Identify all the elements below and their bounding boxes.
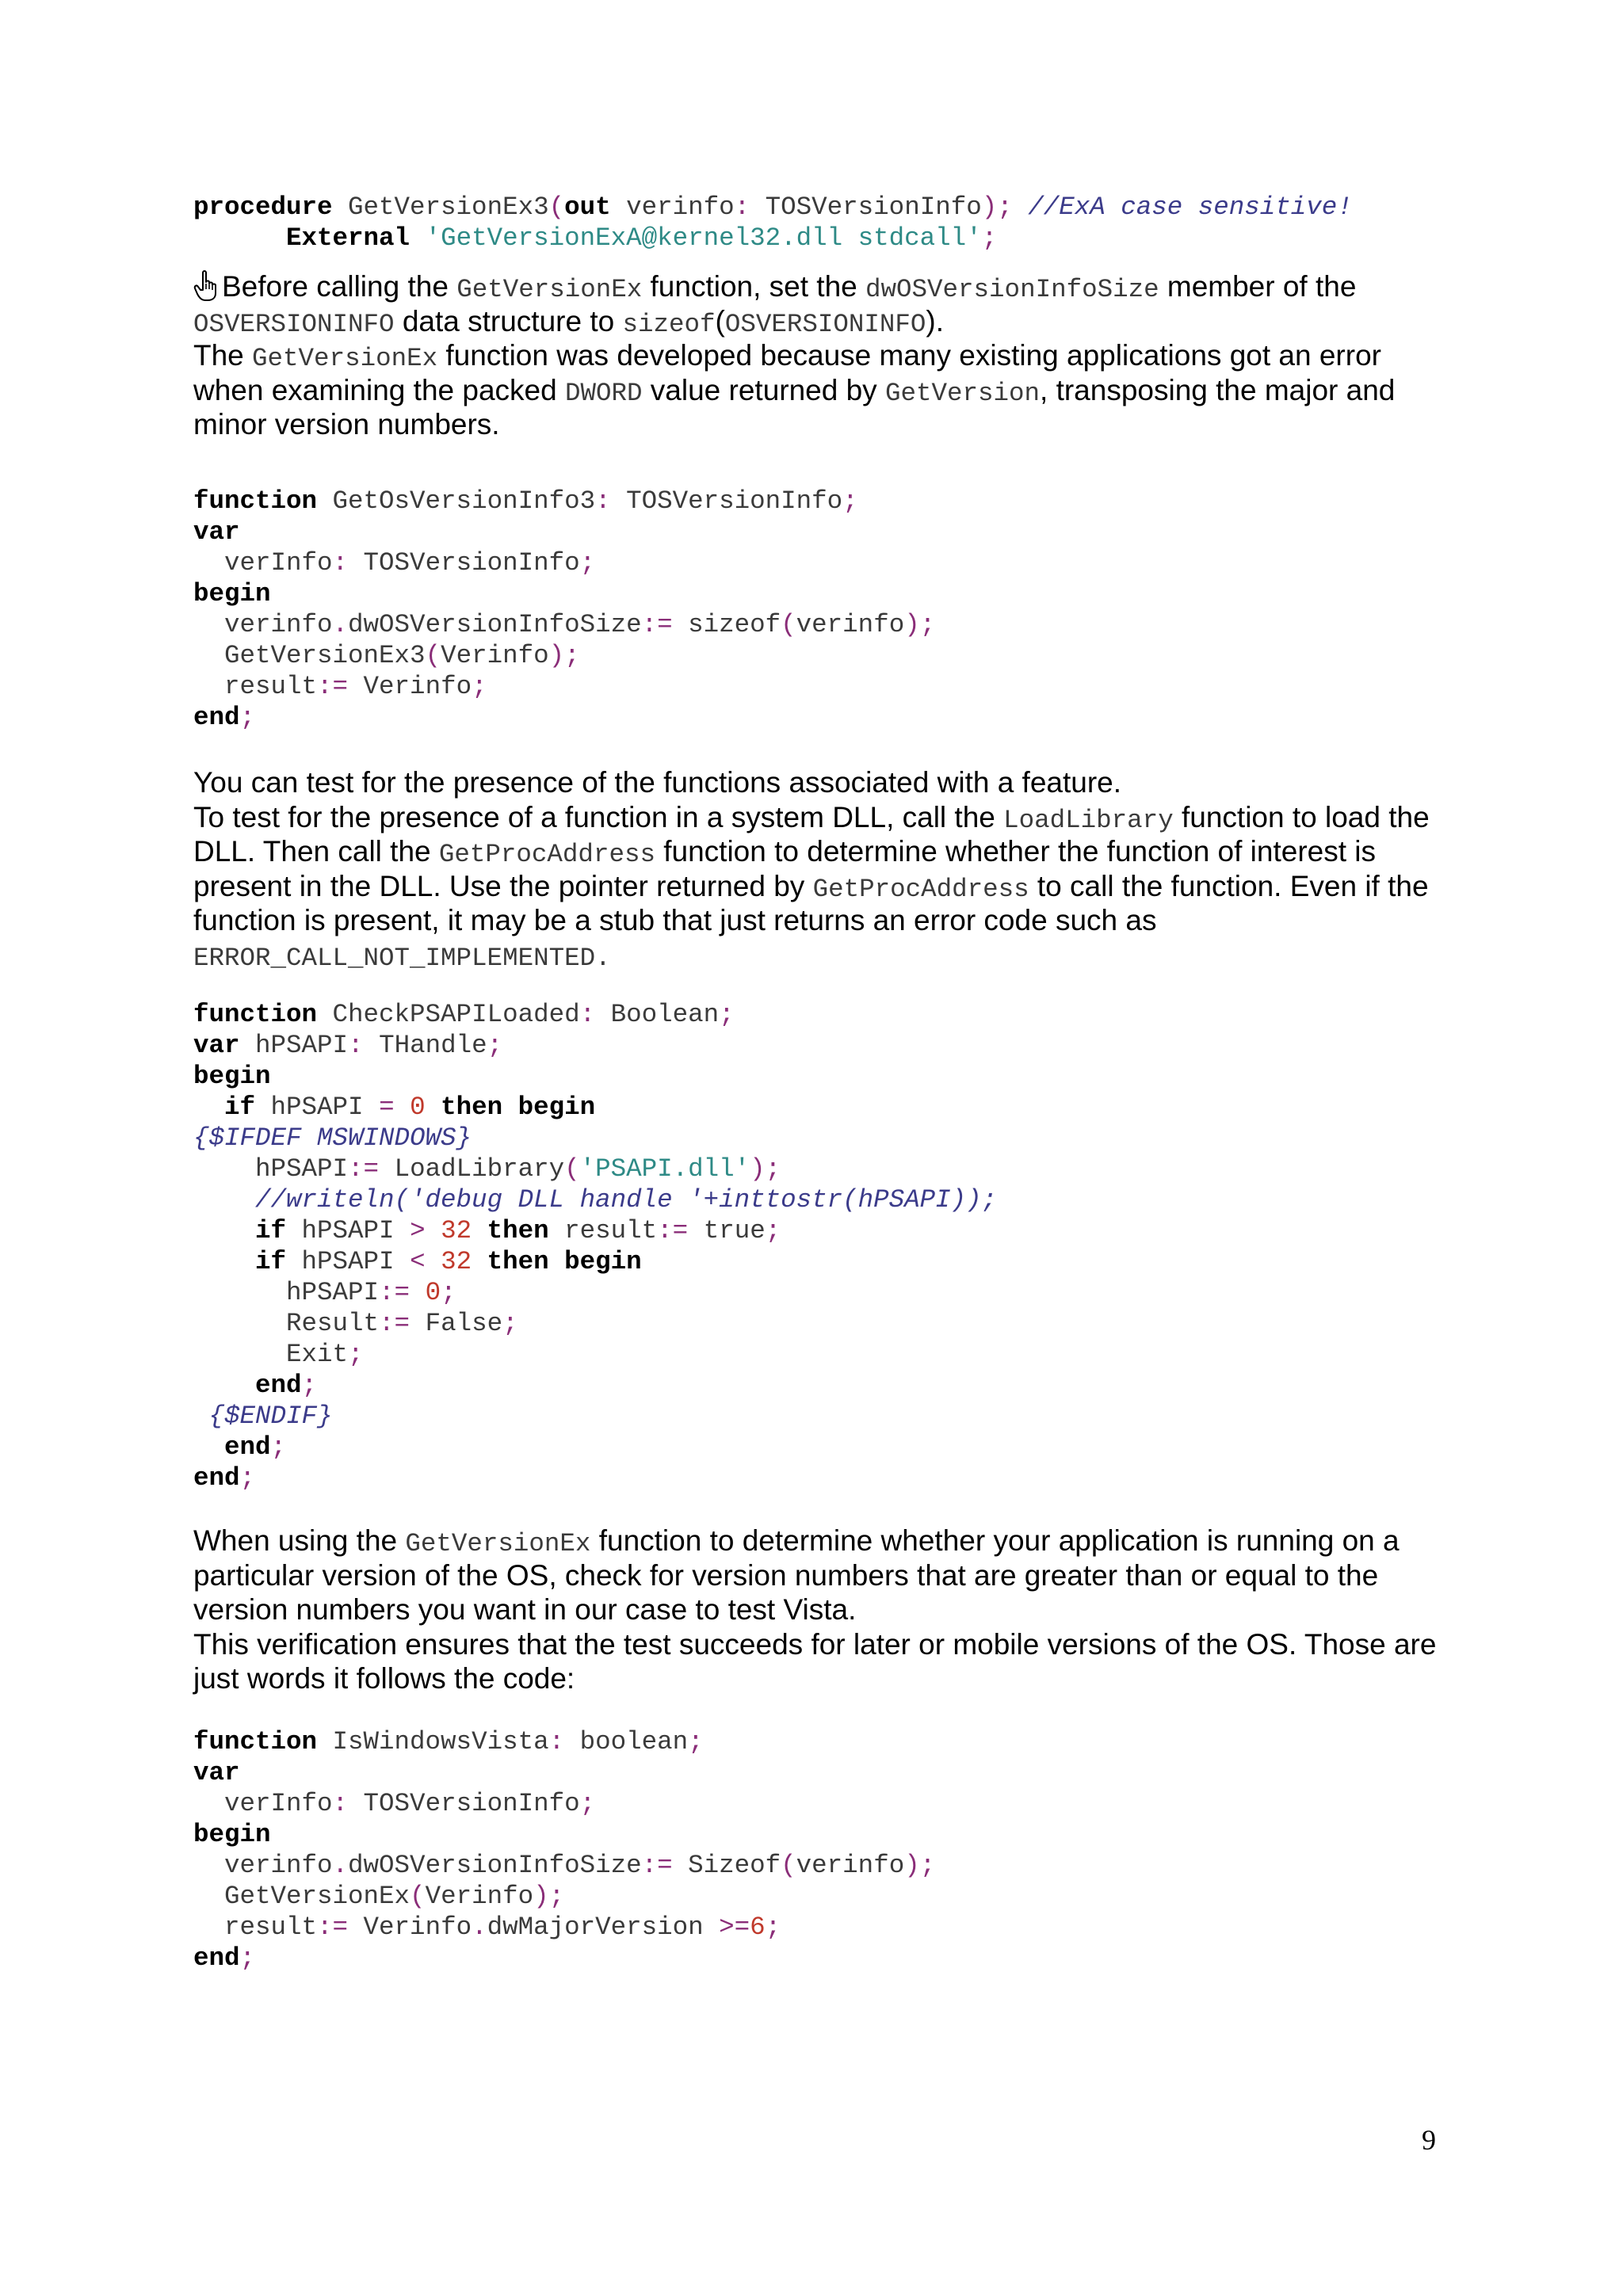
code-punctuation: := [348, 1154, 380, 1184]
code-identifier: False [410, 1309, 503, 1338]
text-run: ( [715, 304, 725, 338]
code-line [193, 1154, 997, 1184]
paragraph-version-check [193, 1524, 1438, 1696]
text-line [193, 1627, 1438, 1662]
text-run: to call the function. Even if the [1029, 869, 1429, 902]
text-run: when examining the packed [193, 373, 565, 406]
code-line [193, 1788, 935, 1819]
code-identifier: verinfo [193, 1851, 333, 1880]
text-line [193, 1524, 1438, 1558]
code-line [193, 1881, 935, 1912]
code-identifier: THandle [363, 1031, 487, 1060]
text-line [193, 869, 1438, 904]
code-identifier: result [193, 1913, 318, 1942]
text-line [193, 765, 1438, 800]
code-space [502, 1093, 518, 1122]
code-line [193, 1757, 935, 1788]
code-punctuation: ( [410, 1882, 426, 1911]
code-indent [193, 1247, 255, 1276]
code-space [426, 1216, 441, 1245]
code-punctuation: ( [781, 1851, 796, 1880]
code-identifier: TOSVersionInfo [348, 548, 580, 578]
code-block-getosversioninfo3 [193, 486, 935, 733]
code-number: 32 [441, 1247, 472, 1276]
code-line [193, 999, 997, 1030]
code-punctuation: := [379, 1278, 411, 1307]
code-keyword: begin [564, 1247, 642, 1276]
code-string: 'PSAPI.dll' [579, 1154, 750, 1184]
code-line [193, 1463, 997, 1493]
code-punctuation: ; [239, 1943, 256, 1973]
code-punctuation: : [332, 1789, 349, 1818]
code-indent [193, 1185, 255, 1215]
code-line [193, 192, 1353, 223]
code-line [193, 1943, 935, 1974]
code-identifier: LoadLibrary [379, 1154, 565, 1184]
code-identifier: Result [193, 1309, 380, 1338]
page-number: 9 [1422, 2124, 1436, 2156]
code-line [193, 1912, 935, 1943]
text-line [193, 269, 1438, 304]
code-punctuation: ; [441, 1278, 456, 1307]
code-identifier: Verinfo [425, 1882, 534, 1911]
code-punctuation: ; [239, 703, 256, 732]
code-punctuation: ; [502, 1309, 518, 1338]
text-run: function is present, it may be a stub that just returns an error code such as [193, 904, 1157, 936]
text-line [193, 903, 1438, 938]
text-line [193, 800, 1438, 835]
code-punctuation: . [332, 610, 349, 639]
code-punctuation: > [410, 1216, 426, 1245]
code-punctuation: := [641, 610, 673, 639]
inline-code: GetProcAddress [812, 874, 1029, 904]
text-run: particular version of the OS, check for version numbers that are greater than or equal to the [193, 1558, 1379, 1592]
text-run: The [193, 339, 253, 372]
inline-code: sizeof [622, 309, 716, 339]
code-space [410, 223, 426, 253]
code-comment: //writeln('debug DLL handle '+inttostr(hPSAPI)); [255, 1185, 998, 1215]
code-identifier: hPSAPI [239, 1031, 349, 1060]
code-indent [193, 1371, 255, 1400]
code-identifier: TOSVersionInfo [610, 486, 843, 516]
code-identifier: verinfo [796, 610, 905, 639]
code-space [410, 1278, 426, 1307]
code-indent [193, 223, 286, 253]
code-identifier: Verinfo [441, 641, 549, 670]
text-run: version numbers you want in our case to test Vista. [193, 1593, 857, 1626]
code-punctuation: := [317, 1913, 349, 1942]
code-identifier: TOSVersionInfo [750, 193, 982, 222]
code-keyword: if [255, 1216, 287, 1245]
code-indent [193, 1216, 255, 1245]
code-identifier: result [548, 1216, 658, 1245]
inline-code: . [595, 943, 611, 973]
code-identifier: GetOsVersionInfo3 [317, 486, 596, 516]
code-line [193, 1432, 997, 1463]
code-directive: {$IFDEF MSWINDOWS} [193, 1123, 472, 1153]
code-line [193, 1819, 935, 1850]
inline-code: DWORD [564, 378, 643, 408]
code-punctuation: ; [270, 1432, 287, 1462]
code-punctuation: ; [719, 1000, 735, 1029]
code-punctuation: . [332, 1851, 349, 1880]
text-run: just words it follows the code: [193, 1662, 575, 1695]
text-run: This verification ensures that the test succeeds for later or mobile versions of the OS. Those are [193, 1627, 1437, 1661]
text-line [193, 834, 1438, 869]
code-identifier: hPSAPI [255, 1093, 380, 1122]
inline-code: GetVersionEx [405, 1529, 591, 1558]
code-identifier: TOSVersionInfo [348, 1789, 580, 1818]
code-punctuation: ); [904, 1851, 936, 1880]
code-keyword: then [441, 1093, 503, 1122]
code-line [193, 547, 935, 578]
code-punctuation: : [595, 486, 611, 516]
code-line [193, 671, 935, 702]
code-line [193, 1308, 997, 1339]
text-line [193, 1558, 1438, 1593]
code-space [472, 1247, 487, 1276]
code-comment: //ExA case sensitive! [1012, 193, 1353, 222]
code-identifier: hPSAPI [286, 1247, 411, 1276]
inline-code: GetVersionEx [252, 344, 438, 373]
code-line [193, 1123, 997, 1154]
code-keyword: begin [193, 1820, 271, 1849]
code-punctuation: ); [533, 1882, 565, 1911]
text-run: You can test for the presence of the functions associated with a feature. [193, 766, 1122, 799]
code-space [426, 1247, 441, 1276]
code-punctuation: : [579, 1000, 596, 1029]
code-line [193, 517, 935, 547]
text-line [193, 1592, 1438, 1627]
text-run: function, set the [642, 270, 866, 303]
code-identifier: hPSAPI [193, 1278, 380, 1307]
text-run: When using the [193, 1524, 406, 1557]
code-line [193, 1401, 997, 1432]
code-line [193, 609, 935, 640]
code-line [193, 640, 935, 671]
code-keyword: end [193, 1463, 240, 1493]
code-keyword: end [193, 1943, 240, 1973]
paragraph-function-presence [193, 765, 1438, 972]
code-number: 32 [441, 1216, 472, 1245]
code-punctuation: . [472, 1913, 487, 1942]
code-punctuation: : [332, 548, 349, 578]
code-punctuation: = [379, 1093, 395, 1122]
inline-code: GetVersion [884, 378, 1041, 408]
code-indent [193, 1432, 224, 1462]
code-identifier: boolean [564, 1727, 689, 1756]
code-number: 0 [410, 1093, 426, 1122]
code-punctuation: ; [688, 1727, 704, 1756]
text-run: member of the [1159, 270, 1357, 303]
code-punctuation: : [734, 193, 750, 222]
code-line [193, 578, 935, 609]
code-punctuation: ; [239, 1463, 256, 1493]
code-line [193, 1184, 997, 1215]
code-identifier: verInfo [193, 548, 333, 578]
text-run: To test for the presence of a function in a system DLL, call the [193, 800, 1004, 833]
code-keyword: end [255, 1371, 302, 1400]
code-line [193, 1246, 997, 1277]
inline-code: ERROR_CALL_NOT_IMPLEMENTED [193, 943, 596, 973]
code-line [193, 1339, 997, 1370]
code-space [395, 1093, 411, 1122]
code-punctuation: := [657, 1216, 689, 1245]
code-space [549, 1247, 565, 1276]
code-punctuation: : [548, 1727, 565, 1756]
text-run: function was developed because many existing applications got an error [437, 339, 1381, 372]
inline-code: LoadLibrary [1003, 805, 1174, 835]
code-punctuation: ; [487, 1031, 503, 1060]
code-identifier: verinfo [610, 193, 735, 222]
code-keyword: out [564, 193, 611, 222]
code-keyword: var [193, 1758, 240, 1787]
code-identifier: verinfo [796, 1851, 905, 1880]
code-punctuation: := [379, 1309, 411, 1338]
code-punctuation: ; [301, 1371, 318, 1400]
code-identifier: Exit [193, 1340, 349, 1369]
code-identifier: GetVersionEx3 [193, 641, 426, 670]
code-directive: {$ENDIF} [208, 1402, 333, 1431]
code-identifier: hPSAPI [193, 1154, 349, 1184]
code-keyword: function [193, 1727, 318, 1756]
code-identifier: sizeof [672, 610, 781, 639]
code-identifier: GetVersionEx [193, 1882, 411, 1911]
code-identifier: dwOSVersionInfoSize [348, 610, 642, 639]
code-punctuation: >= [719, 1913, 750, 1942]
code-keyword: begin [517, 1093, 596, 1122]
text-run: function to determine whether your application is running on a [590, 1524, 1400, 1557]
text-run: value returned by [642, 373, 885, 406]
code-block-checkpsapiloaded [193, 999, 997, 1493]
code-punctuation: ( [425, 641, 441, 670]
code-keyword: External [286, 223, 411, 253]
text-run: Before calling the [222, 270, 457, 303]
code-block-iswindowsvista [193, 1726, 935, 1974]
code-punctuation: ; [765, 1216, 781, 1245]
code-keyword: if [224, 1093, 256, 1122]
code-keyword: function [193, 486, 318, 516]
code-space [426, 1093, 441, 1122]
code-identifier: verInfo [193, 1789, 333, 1818]
code-identifier: Boolean [595, 1000, 720, 1029]
text-run: function to determine whether the function of interest is [655, 835, 1377, 868]
code-identifier: Sizeof [672, 1851, 781, 1880]
code-identifier: Verinfo [348, 1913, 472, 1942]
inline-code: dwOSVersionInfoSize [865, 275, 1159, 304]
inline-code: GetVersionEx [456, 275, 643, 304]
code-identifier: hPSAPI [286, 1216, 411, 1245]
code-punctuation: ; [472, 672, 487, 701]
code-punctuation: ; [579, 1789, 596, 1818]
code-punctuation: < [410, 1247, 426, 1276]
code-keyword: var [193, 1031, 240, 1060]
code-identifier: GetVersionEx3 [332, 193, 549, 222]
text-line [193, 338, 1438, 373]
code-line [193, 223, 1353, 254]
code-identifier: true [688, 1216, 766, 1245]
code-block-getversionex3-declaration [193, 192, 1353, 254]
code-string: 'GetVersionExA@kernel32.dll stdcall' [425, 223, 982, 253]
code-punctuation: ); [904, 610, 936, 639]
text-line [193, 373, 1438, 408]
text-run: function to load the [1173, 800, 1430, 833]
text-run: minor version numbers. [193, 408, 500, 441]
code-punctuation: ); [548, 641, 580, 670]
code-line [193, 486, 935, 517]
code-indent [193, 1093, 224, 1122]
code-line [193, 702, 935, 733]
code-punctuation: := [317, 672, 349, 701]
text-run: DLL. Then call the [193, 835, 439, 868]
code-identifier: IsWindowsVista [317, 1727, 549, 1756]
text-line [193, 938, 1438, 973]
code-line [193, 1030, 997, 1061]
inline-code: GetProcAddress [438, 840, 655, 869]
code-identifier: CheckPSAPILoaded [317, 1000, 580, 1029]
text-line [193, 304, 1438, 339]
code-keyword: begin [193, 1062, 271, 1091]
code-punctuation: ; [842, 486, 858, 516]
code-keyword: begin [193, 579, 271, 608]
code-punctuation: ; [348, 1340, 364, 1369]
text-run: data structure to [394, 304, 623, 338]
pointing-hand-icon [193, 269, 220, 301]
code-punctuation: ); [750, 1154, 781, 1184]
code-punctuation: ); [981, 193, 1013, 222]
code-keyword: function [193, 1000, 318, 1029]
text-run: ). [926, 304, 944, 338]
inline-code: OSVERSIONINFO [193, 309, 395, 339]
code-keyword: procedure [193, 193, 333, 222]
code-line [193, 1215, 997, 1246]
code-punctuation: ; [765, 1913, 781, 1942]
code-punctuation: ; [981, 223, 998, 253]
code-keyword: then [487, 1247, 549, 1276]
code-indent [193, 1402, 209, 1431]
code-number: 6 [750, 1913, 766, 1942]
code-number: 0 [425, 1278, 441, 1307]
code-space [472, 1216, 487, 1245]
code-line [193, 1061, 997, 1092]
code-identifier: dwOSVersionInfoSize [348, 1851, 642, 1880]
code-punctuation: := [641, 1851, 673, 1880]
code-line [193, 1850, 935, 1881]
code-punctuation: ( [564, 1154, 580, 1184]
text-run: present in the DLL. Use the pointer returned by [193, 869, 813, 902]
code-keyword: if [255, 1247, 287, 1276]
code-keyword: var [193, 517, 240, 547]
code-punctuation: ; [579, 548, 596, 578]
code-identifier: result [193, 672, 318, 701]
code-keyword: then [487, 1216, 549, 1245]
code-line [193, 1726, 935, 1757]
code-keyword: end [193, 703, 240, 732]
code-line [193, 1370, 997, 1401]
code-identifier: verinfo [193, 610, 333, 639]
text-line [193, 407, 1438, 442]
code-punctuation: ( [781, 610, 796, 639]
code-line [193, 1277, 997, 1308]
inline-code: OSVERSIONINFO [724, 309, 926, 339]
paragraph-getversionex-intro [193, 269, 1438, 442]
code-punctuation: ( [548, 193, 565, 222]
code-punctuation: : [348, 1031, 364, 1060]
text-line [193, 1661, 1438, 1696]
code-identifier: Verinfo [348, 672, 472, 701]
code-identifier: dwMajorVersion [487, 1913, 720, 1942]
text-run: , transposing the major and [1040, 373, 1396, 406]
code-keyword: end [224, 1432, 271, 1462]
code-line [193, 1092, 997, 1123]
